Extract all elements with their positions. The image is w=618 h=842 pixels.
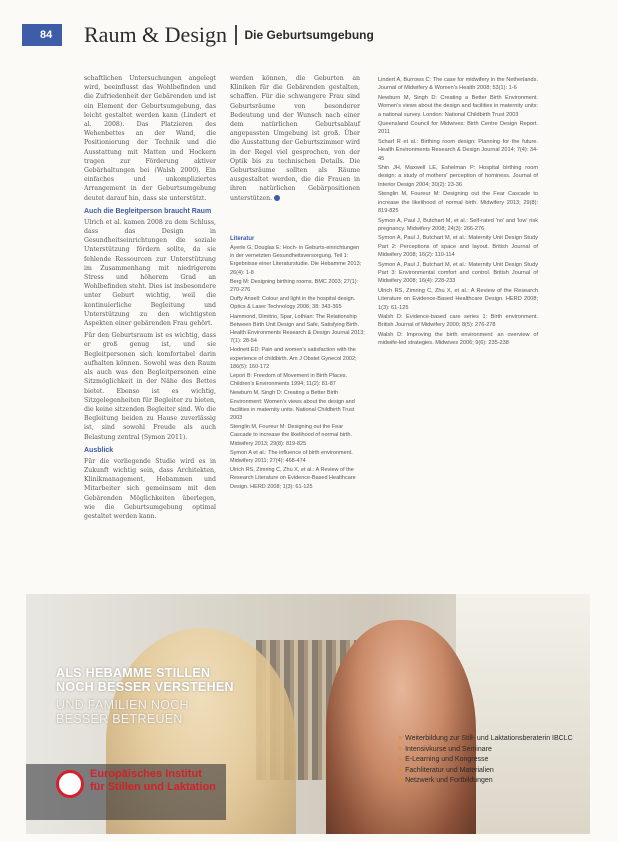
list-item: > Netzwerk und Fortbildungen bbox=[398, 777, 493, 784]
institute-logo-icon bbox=[56, 770, 84, 798]
arrow-icon: > bbox=[398, 735, 403, 742]
magazine-title: Raum & Design bbox=[84, 22, 227, 47]
reference-item: Symon A, Paul J, Butchart M, et al.: Maternity Unit Design Study Part 2: Perceptions of space and layout. British Journal of Midwifery 2008; 16(2): 110-114 bbox=[378, 235, 538, 259]
list-item: > Weiterbildung zur Still- und Laktationsberaterin IBCLC bbox=[398, 735, 573, 742]
header-divider bbox=[235, 25, 237, 45]
paragraph: Für die vorliegende Studie wird es in Zukunft wichtig sein, dass Architekten, Klinikmanagement, Hebammen und Mitarbeiter sich gemeinsam mit den Gebärenden Möglichkeiten überlegen, wie die Geburtsumgebung optimal gestaltet werden kann. bbox=[84, 457, 216, 520]
reference-item: Newburn M, Singh D: Creating a Better Birth Environment. Women's views about the design and facilities in maternity units: a national survey. London: National Childbirth Trust 2003 bbox=[378, 94, 538, 118]
paragraph: Für den Geburtsraum ist es wichtig, dass er groß genug ist, und sie Begleitpersonen sich komfortabel darin aufhalten können. Sowohl was den Raum als auch was den Begleitpersonen eine Sitzmöglichkeit in der Nähe des Bettes bietet. Ebenso ist es wichtig, Sitzgelegenheiten für Begleiter zu bieten, die keine sitzenden Begleiter sind. Wo die Begleitung beiden zu Hause zuverlässig ist, sind sowohl Freude als auch Belastung zentral (Symon 2011). bbox=[84, 332, 216, 441]
reference-item: Stenglin M, Foureur M: Designing out the Fear Cascade to increase the likelihood of normal birth. Midwifery 2013; 29(8): 819-825 bbox=[230, 424, 352, 447]
reference-item: Walsh D: Improving the birth environment: an overview of midwife-led strategies. Midwives 2006; 9(6): 235-238 bbox=[378, 331, 538, 347]
ad-headline: ALS HEBAMME STILLEN bbox=[56, 666, 211, 680]
arrow-icon: > bbox=[398, 777, 403, 784]
institute-name: Europäisches Institut für Stillen und Laktation bbox=[90, 768, 216, 793]
paragraph: werden können, die Geburten an Kliniken für die Gebärenden gestalten, schaffen. Für die schwangere Frau sind Geburtsräume von besonderer Bedeutung und der Wunsch nach einer dem natürlichen Geburtsablauf angepassten Umgebung ist groß. Über die Ausstattung der Geburtszimmer wird in der Regel viel gesprochen, von der Optik bis zu technischen Details. Die Geburtsräume sollten als Räume ausgestaltet werden, die die Frauen in ihren natürlichen Gebärpositionen unterstützen. bbox=[230, 75, 360, 202]
reference-item: Hammond, Dimitrio, Spar, Lothian: The Relationship Between Birth Unit Design and Safe, Satisfying Birth. Health Environments Research & Design Journal 2013; 7(1): 28-54 bbox=[230, 313, 365, 345]
arrow-icon: > bbox=[398, 756, 403, 763]
reference-item: Scharf R et al.: Birthing room design: Planning for the future. Health Environments Research & Design Journal 2014; 7(4): 34-45 bbox=[378, 138, 538, 162]
page-number: 84 bbox=[22, 24, 62, 46]
advertisement[interactable] bbox=[26, 594, 590, 834]
list-item: > Fachliteratur und Materialien bbox=[398, 766, 494, 774]
references-list bbox=[230, 236, 365, 492]
ad-subheadline: UND FAMILIEN NOCH bbox=[56, 698, 189, 712]
reference-item: Symon A et al.: The influence of birth environment. Midwifery 2011; 27(4): 468-474 bbox=[230, 449, 353, 465]
article-end-icon bbox=[274, 195, 280, 201]
reference-item: Hodnett ED: Pain and women's satisfaction with the experience of childbirth. Am J Obstet Gynecol 2002; 186(5): 160-172 bbox=[230, 347, 357, 370]
reference-item: Stenglin M, Foureur M: Designing out the Fear Cascade to increase the likelihood of normal birth. Midwifery 2013; 29(8): 819-825 bbox=[378, 191, 538, 215]
ad-headline: NOCH BESSER VERSTEHEN bbox=[56, 680, 234, 694]
subheading: Auch die Begleitperson braucht Raum bbox=[84, 207, 212, 215]
paragraph: Ulrich et al. kamen 2008 zu dem Schluss, dass das Design in Gesundheitseinrichtungen die soziale Unterstützung fördern sollte, da sie fehlende Ressourcen zur Unterstützung im Zusammenhang mit niedrigerem Stress und höherem Grad an Wohlbefinden steht. Dies ist insbesondere unter Geburt wichtig, weil die kontinuierliche Begleitung und Unterstützung zu den wichtigsten Aspekten einer gebärenden Frau gehört. bbox=[84, 218, 216, 328]
reference-item: Lindert A, Burrows C: The case for midwifery in the Netherlands. Journal of Midwifery & Women's Health 2008; 53(1): 1-6 bbox=[378, 77, 538, 92]
references-heading: Literatur bbox=[230, 236, 255, 242]
article-column-1 bbox=[84, 74, 216, 524]
reference-item: Duffy Ansell: Colour and light in the hospital design. Optics & Laser Technology 2006; 38: 343-365 bbox=[230, 296, 356, 311]
reference-item: Shin JH, Maxwell LE, Eshelman P: Hospital birthing room design: a study of mothers' perception of hominess. Journal of Interior Design 2004; 30(2): 23-36 bbox=[378, 165, 538, 188]
reference-item: Walsh D: Evidence-based care series 1: Birth environment. British Journal of Midwifery 2000; 8(5): 276-278 bbox=[378, 313, 538, 329]
ad-subheadline: BESSER BETREUEN bbox=[56, 712, 183, 726]
ad-offer-list bbox=[398, 734, 583, 787]
reference-item: Ulrich RS, Zimring C, Zhu X, et al.: A Review of the Research Literature on Evidence-Based Healthcare Design. HERD 2008; 1(3): 61-125 bbox=[378, 287, 538, 311]
reference-item: Ulrich RS, Zimring C, Zhu X, et al.: A Review of the Research Literature on Evidence-Based Healthcare Design. HERD 2008; 1(3): 61-125 bbox=[230, 467, 356, 490]
brunette-woman-image bbox=[326, 620, 476, 834]
page-header bbox=[84, 22, 374, 48]
reference-item: Symon A, Paul J, Butchart M, et al.: Maternity Unit Design Study Part 3: Environmental comfort and control. British Journal of Midwifery 2008; 16(4): 228-233 bbox=[378, 261, 538, 285]
reference-item: Newburn M, Singh D: Creating a Better Birth Environment: Women's views about the design and facilities in maternity units. National Childbirth Trust 2003 bbox=[230, 390, 355, 422]
subheading: Ausblick bbox=[84, 446, 114, 454]
reference-item: Berg M: Designing birthing rooms. BMC 2003; 27(1): 270-276 bbox=[230, 278, 359, 294]
reference-item: Lepori B: Freedom of Movement in Birth Places. Children's Environments 1994; 11(2): 81-87 bbox=[230, 373, 348, 388]
list-item: > E-Learning und Kongresse bbox=[398, 756, 489, 763]
section-title: Die Geburtsumgebung bbox=[244, 28, 374, 42]
article-column-2 bbox=[230, 74, 360, 206]
reference-item: Queensland Council for Midwives: Birth Centre Design Report. 2011 bbox=[378, 121, 538, 136]
list-item: > Intensivkurse und Seminare bbox=[398, 745, 492, 753]
paragraph: schaftlichen Untersuchungen angelegt wird, beeinflusst das Wohlbefinden und die Zufriedenheit der Gebärenden und ist ein Element der Geburtsumgebung, das leicht gestaltet werden kann (Lindert et al. 2008). Das Platzieren des Wehenbettes an der Wand, die Positionierung der Technik und die Ausstattung mit Matten und Hockern tragen zur Förderung aktiver Gebärhaltungen bei (Walsh 2000). Ein einfaches und unkompliziertes Arrangement in der Geburtsumgebung deutet darauf hin, dass sie unterstützt. bbox=[84, 75, 216, 202]
reference-item: Ayerle G, Douglas E: Hoch- in Geburts-einrichtungen in der vernetzten Gesundheitsversorgung. Teil 1: Ergebnisse einer Literaturstudie. Die Hebamme 2013; 26(4): 1-8 bbox=[230, 245, 362, 276]
arrow-icon: > bbox=[398, 766, 403, 774]
references-column-3 bbox=[378, 76, 538, 349]
arrow-icon: > bbox=[398, 745, 403, 753]
reference-item: Symon A, Paul J, Butchart M, et al.: Self-rated 'no' and 'low' risk pregnancy. Midwifery 2008; 24(3): 266-276 bbox=[378, 217, 538, 232]
window-image bbox=[456, 594, 590, 834]
